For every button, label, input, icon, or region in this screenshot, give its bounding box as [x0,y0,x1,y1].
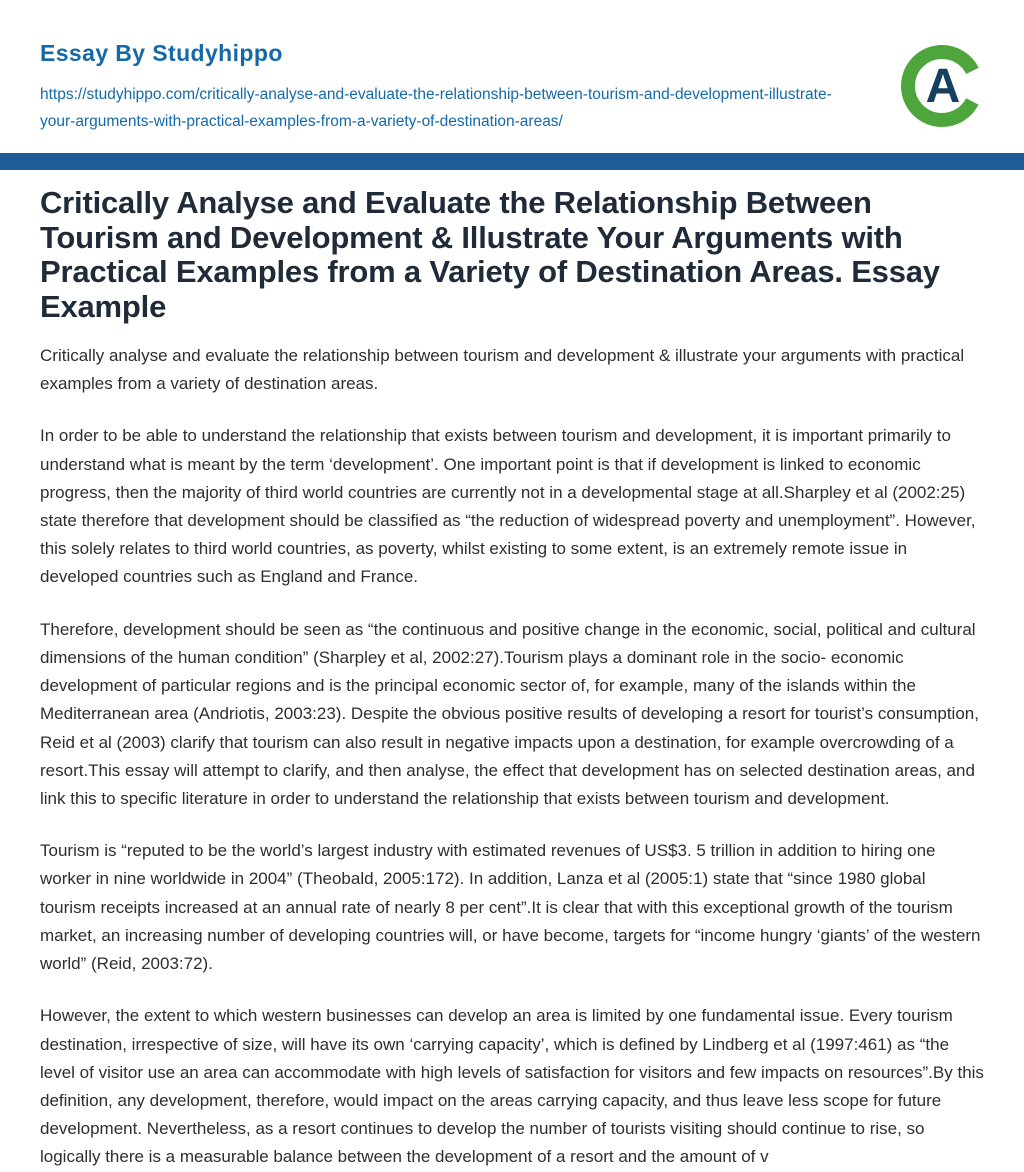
article-body [40,342,984,1172]
studyhippo-logo-icon [900,44,984,128]
divider-bar [0,153,1024,170]
article-paragraph: However, the extent to which western businesses can develop an area is limited by one fundamental issue. Every tourism destination, irrespective of size, will have its own ‘carrying capacity’, which is defined by Lindberg et al (1997:461) as “the level of visitor use an area can accommodate with high levels of satisfaction for visitors and few impacts on resources”.By this definition, any development, therefore, would impact on the areas carrying capacity, and thus leave less scope for future development. Nevertheless, as a resort continues to develop the number of tourists visiting should continue to rise, so logically there is a measurable balance between the development of a resort and the amount of v [40,1006,984,1167]
article-title: Critically Analyse and Evaluate the Relationship Between Tourism and Development & Illustrate Your Arguments with Practical Examples from a Variety of Destination Areas. Essay Example [40,185,940,324]
article-paragraph: Critically analyse and evaluate the relationship between tourism and development & illustrate your arguments with practical examples from a variety of destination areas. [40,345,965,394]
article-paragraph: Therefore, development should be seen as “the continuous and positive change in the economic, social, political and cultural dimensions of the human condition” (Sharpley et al, 2002:27).Tourism plays a dominant role in the socio- economic development of particular regions and is the principal economic sector of, for example, many of the islands within the Mediterranean area (Andriotis, 2003:23). Despite the obvious positive results of developing a resort for tourist’s consumption, Reid et al (2003) clarify that tourism can also result in negative impacts upon a destination, for example overcrowding of a resort.This essay will attempt to clarify, and then analyse, the effect that development has on selected destination areas, and link this to specific literature in order to understand the relationship that exists between tourism and development. [40,619,979,808]
logo-letter: A [925,60,961,113]
source-url-link[interactable]: https://studyhippo.com/critically-analyse-and-evaluate-the-relationship-between-tourism-and-development-illustrate-your-arguments-with-practical-examples-from-a-variety-of-destination-areas/ [40,86,832,130]
article [0,170,1024,1171]
site-title: Essay By Studyhippo [40,40,283,66]
header-text [40,40,840,135]
article-paragraph: Tourism is “reputed to be the world’s largest industry with estimated revenues of US$3. 5 trillion in addition to hiring one worker in nine worldwide in 2004” (Theobald, 2005:172). In addition, Lanza et al (2005:1) state that “since 1980 global tourism receipts increased at an annual rate of nearly 8 per cent”.It is clear that with this exceptional growth of the tourism market, an increasing number of developing countries will, or have become, targets for “income hungry ‘giants’ of the western world” (Reid, 2003:72). [40,841,981,974]
article-paragraph: In order to be able to understand the relationship that exists between tourism and development, it is important primarily to understand what is meant by the term ‘development’. One important point is that if development is linked to economic progress, then the majority of third world countries are currently not in a developmental stage at all.Sharpley et al (2002:25) state therefore that development should be classified as “the reduction of widespread poverty and unemployment”. However, this solely relates to third world countries, as poverty, whilst existing to some extent, is an extremely remote issue in developed countries such as England and France. [40,426,976,587]
header [0,0,1024,153]
